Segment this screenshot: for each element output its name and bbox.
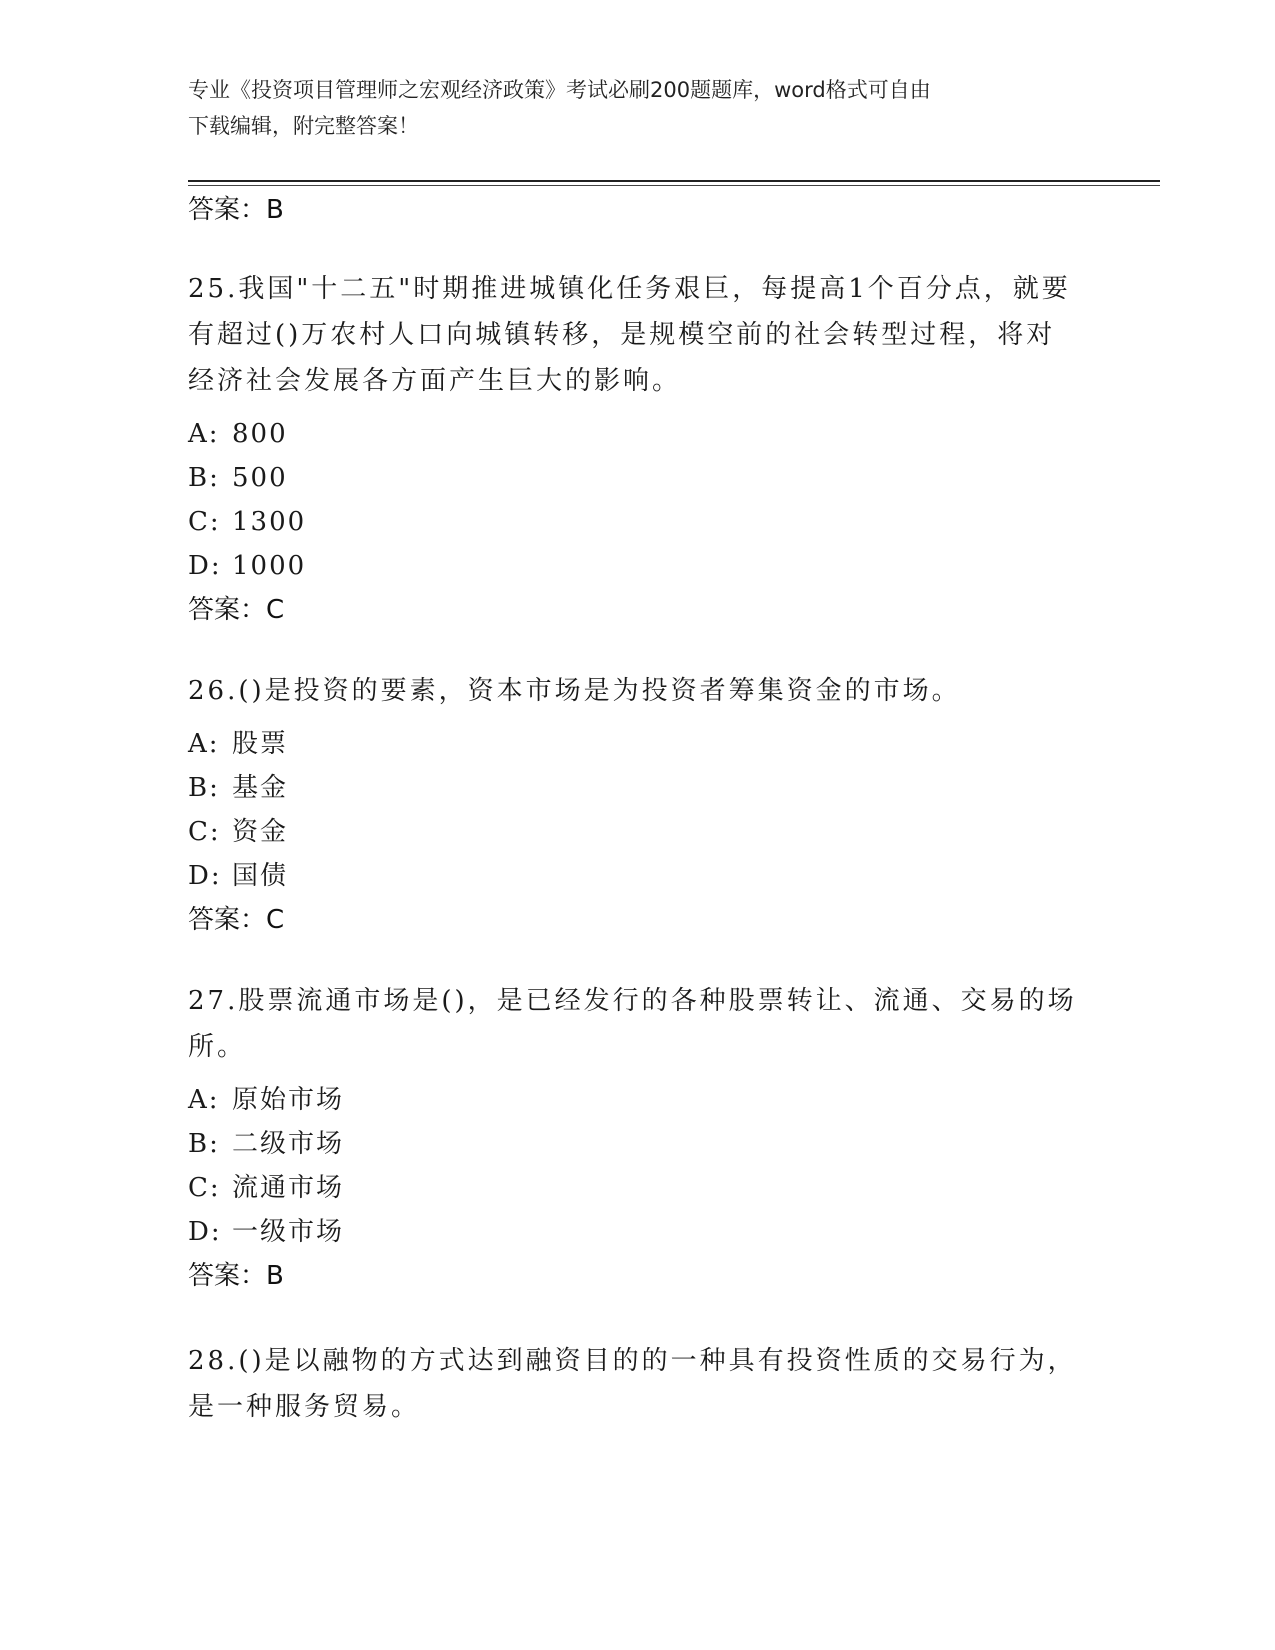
option-label: C: <box>188 507 221 537</box>
answer-27: 答案：B <box>188 1261 284 1291</box>
option-text: 资金 <box>232 817 289 847</box>
question-26-option-b <box>188 770 288 806</box>
question-26-option-c <box>188 814 288 850</box>
question-25-line-1: 25.我国"十二五"时期推进城镇化任务艰巨，每提高1个百分点，就要 <box>188 274 1071 304</box>
option-label: C: <box>188 1173 221 1203</box>
header-rule-thin <box>188 185 1160 186</box>
header-rule-thick <box>188 180 1160 182</box>
question-26-option-a <box>188 726 288 762</box>
header-line-1: 专业《投资项目管理师之宏观经济政策》考试必刷200题题库，word格式可自由 <box>188 78 931 102</box>
question-27-option-d <box>188 1214 344 1250</box>
question-27-option-a <box>188 1082 344 1118</box>
option-label: D: <box>188 861 222 891</box>
question-27-option-c <box>188 1170 344 1206</box>
option-text: 股票 <box>232 729 289 759</box>
option-label: D: <box>188 1217 222 1247</box>
option-label: A: <box>188 1085 220 1115</box>
option-text: 800 <box>232 419 288 449</box>
option-label: B: <box>188 773 220 803</box>
answer-26: 答案：C <box>188 905 285 935</box>
answer-25: 答案：C <box>188 595 285 625</box>
question-25-line-3: 经济社会发展各方面产生巨大的影响。 <box>188 366 682 396</box>
option-label: A: <box>188 419 220 449</box>
option-label: B: <box>188 463 220 493</box>
option-text: 国债 <box>232 861 289 891</box>
question-27-option-b <box>188 1126 344 1162</box>
question-26-line-1: 26.()是投资的要素，资本市场是为投资者筹集资金的市场。 <box>188 676 961 706</box>
option-text: 原始市场 <box>232 1085 345 1115</box>
question-25-option-a <box>188 416 288 452</box>
question-27 <box>188 978 1088 1070</box>
question-28-line-1: 28.()是以融物的方式达到融资目的的一种具有投资性质的交易行为， <box>188 1346 1077 1376</box>
option-label: B: <box>188 1129 220 1159</box>
question-25-option-d <box>188 548 306 584</box>
option-text: 1000 <box>232 551 307 581</box>
question-27-line-1: 27.股票流通市场是()，是已经发行的各种股票转让、流通、交易的场 <box>188 986 1077 1016</box>
option-text: 1300 <box>232 507 307 537</box>
option-text: 基金 <box>232 773 289 803</box>
question-28-line-2: 是一种服务贸易。 <box>188 1392 421 1422</box>
question-25-option-b <box>188 460 288 496</box>
question-28 <box>188 1338 1088 1430</box>
question-26 <box>188 668 1088 714</box>
option-text: 一级市场 <box>232 1217 345 1247</box>
question-27-line-2: 所。 <box>188 1032 247 1062</box>
option-label: C: <box>188 817 221 847</box>
option-text: 二级市场 <box>232 1129 345 1159</box>
question-25 <box>188 266 1088 404</box>
option-text: 500 <box>232 463 288 493</box>
answer-24: 答案：B <box>188 195 284 225</box>
question-26-option-d <box>188 858 288 894</box>
question-25-option-c <box>188 504 306 540</box>
option-label: A: <box>188 729 220 759</box>
header-line-2: 下载编辑，附完整答案！ <box>188 114 419 138</box>
option-text: 流通市场 <box>232 1173 345 1203</box>
page-header <box>188 72 1088 144</box>
question-25-line-2: 有超过()万农村人口向城镇转移，是规模空前的社会转型过程，将对 <box>188 320 1056 350</box>
option-label: D: <box>188 551 222 581</box>
